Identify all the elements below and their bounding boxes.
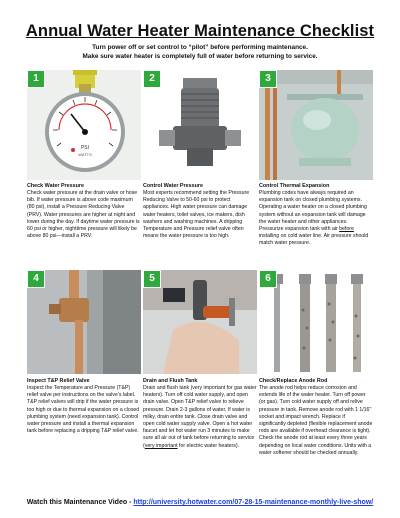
card-title: Control Water Pressure xyxy=(143,183,204,189)
card-title: Check Water Pressure xyxy=(27,183,85,189)
card-title: Check/Replace Anode Rod xyxy=(259,378,328,384)
card-title: Inspect T&P Relief Valve xyxy=(27,378,90,384)
card-body: Check water pressure at the drain valve or hose bib. If water pressure is above code maximum (80 psi), install a Pressure Reducing Valve (PRV). Water pressures are higher at night and lower during the day. If daytime water pressure is 60 psi or higher, nighttime pressure will likely be above 80 psi—install a PRV. xyxy=(27,190,140,240)
subtitle-line-2: Make sure water heater is completely full of water before returning to service. xyxy=(82,53,318,60)
step-number-badge: 5 xyxy=(143,270,161,288)
card-body: Drain and flush tank (very important for gas water heaters). Turn off cold water supply, and open drain valve. Open T&P relief valve to relieve pressure. Drain 2-3 gallons of water. If water is milky, drain entire tank. Close drain valve and open cold water supply valve. Open a hot water faucet and let hot water run 3 minutes to make sure all air out of tank before returning to service (very important for electric water heaters). xyxy=(143,385,257,449)
card-body: The anode rod helps reduce corrosion and extends life of the water heater. Turn off power (or gas). Turn cold water supply off and relive pressure in tank. Remove anode rod with 1 1/16" socket and impact wrench. Replace if significantly depleted (flexible replacement anode rods are available if overhead clearance is tight). Check the anode rod at least every three years depending on local water conditions. Units with a water softener should be checked annually. xyxy=(259,385,373,456)
page-title: Annual Water Heater Maintenance Checklist xyxy=(25,22,375,40)
gauge-psi-label: PSI xyxy=(80,145,90,151)
subtitle-line-1: Turn power off or set control to “pilot” before performing maintenance. xyxy=(92,44,308,51)
step-number-badge: 1 xyxy=(27,70,45,88)
step-number-badge: 4 xyxy=(27,270,45,288)
maintenance-video-link[interactable]: http://university.hotwater.com/07-28-15-maintenance-monthly-live-show/ xyxy=(133,499,374,506)
step-number-badge: 6 xyxy=(259,270,277,288)
card-body: Inspect the Temperature and Pressure (T&P) relief valve per instructions on the valve's label. T&P relief valves will drip if the water pressure is too high or due to thermal expansion on a closed plumbing system (need expansion tank). Control water pressure and install a thermal expansion tank before replacing a dripping T&P relief valve. xyxy=(27,385,140,435)
gauge-brand-label: WATTS xyxy=(78,152,92,157)
card-title: Control Thermal Expansion xyxy=(259,183,330,189)
step-number-badge: 3 xyxy=(259,70,277,88)
step-number-badge: 2 xyxy=(143,70,161,88)
card-body: Most experts recommend setting the Pressure Reducing Valve to 50-60 psi to protect appliances. High water pressure can damage water heaters, toilet valves, ice makers, dish washers and washing machines. A dripping Temperature and Pressure relief valve often means the water pressure is too high. xyxy=(143,190,250,240)
footer-video xyxy=(0,499,400,506)
card-body: Plumbing codes have always required an expansion tank on closed plumbing systems. Operating a water heater on a closed plumbing system without an expansion tank will damage the water heater and other appliances. Pressurize expansion tank with air before installing on cold water line. Air pressure should match water pressure. xyxy=(259,190,369,247)
footer-label: Watch this Maintenance Video - xyxy=(26,499,134,506)
card-title: Drain and Flush Tank xyxy=(143,378,198,384)
